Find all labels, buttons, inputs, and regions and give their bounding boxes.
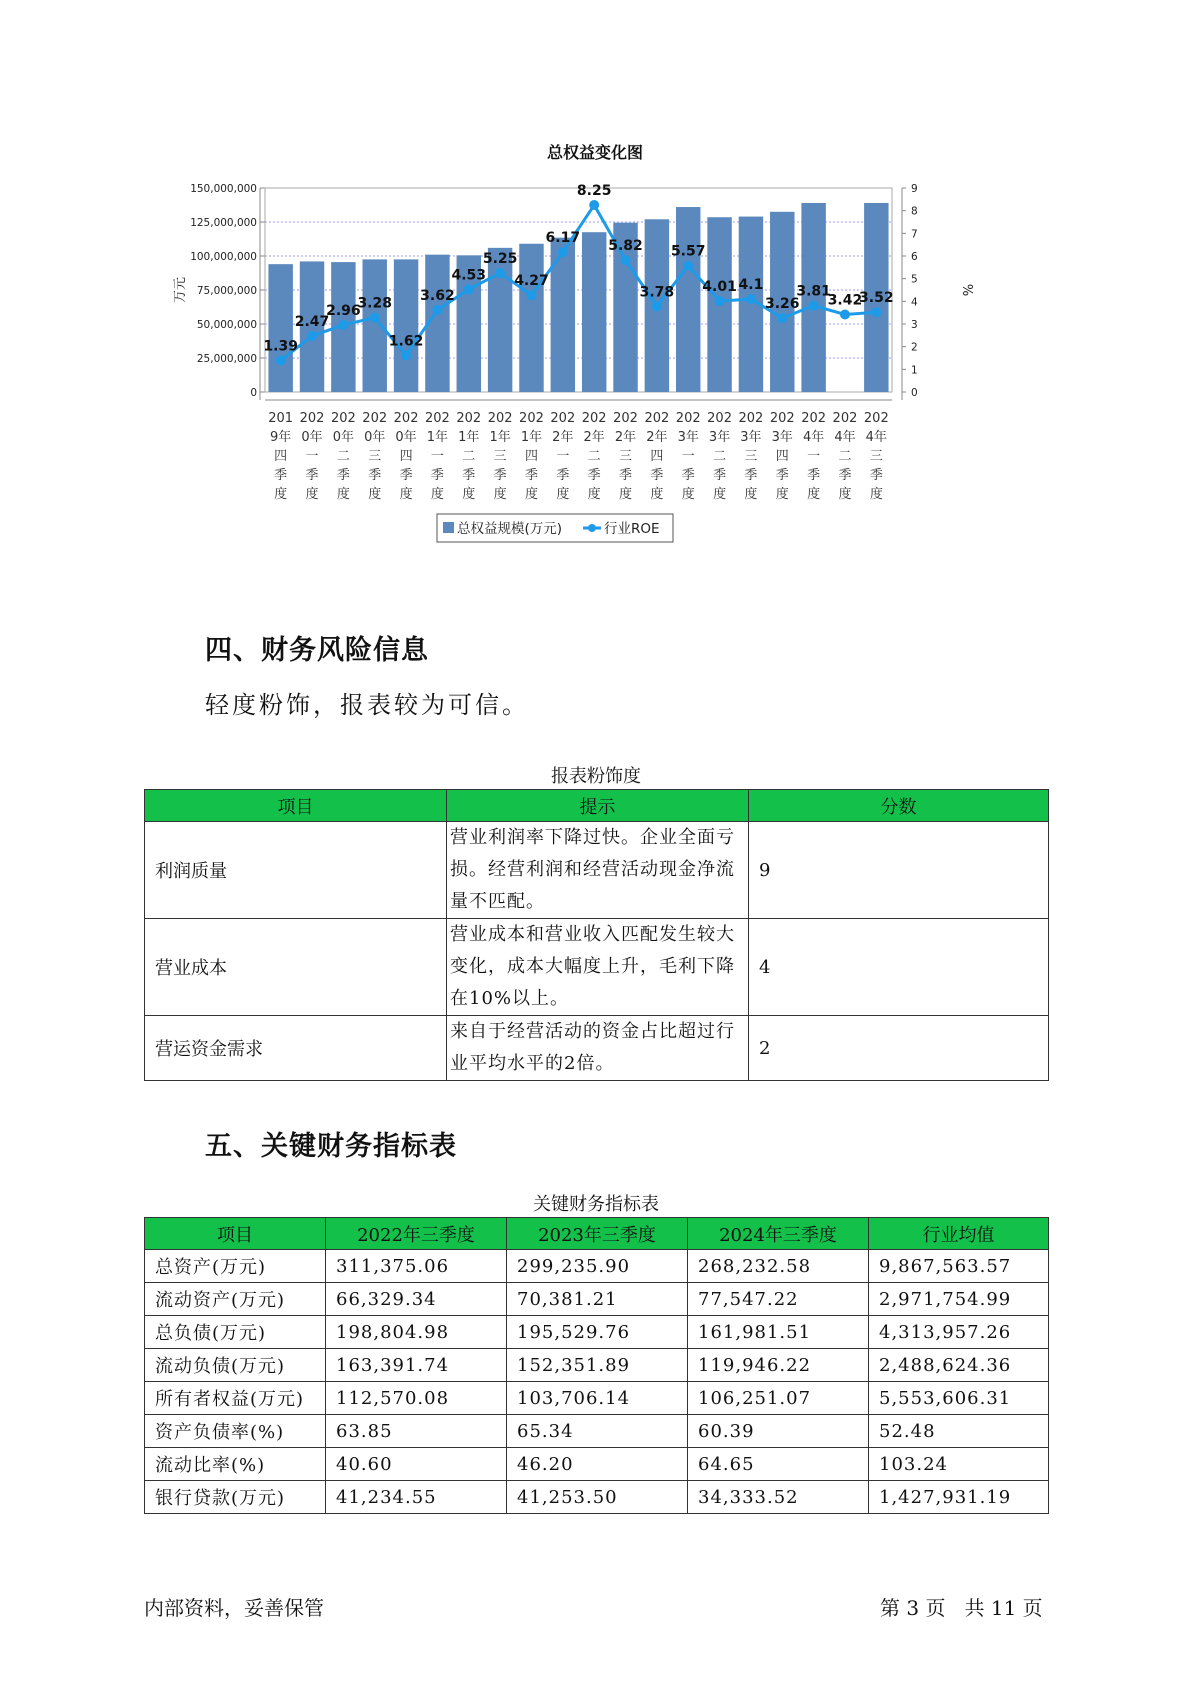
roe-point bbox=[276, 355, 286, 365]
risk-item: 营业成本 bbox=[145, 919, 447, 1016]
kpi-row bbox=[145, 1283, 1049, 1316]
kpi-value: 161,981.51 bbox=[688, 1316, 869, 1349]
kpi-item: 总资产(万元) bbox=[145, 1250, 326, 1283]
equity-bar bbox=[582, 232, 606, 392]
roe-point bbox=[621, 255, 631, 265]
kpi-value: 152,351.89 bbox=[507, 1349, 688, 1382]
x-tick-label: 202 1年一季度 bbox=[425, 411, 450, 502]
kpi-header: 行业均值 bbox=[869, 1218, 1049, 1250]
equity-bar bbox=[519, 244, 543, 392]
roe-data-label: 4.01 bbox=[702, 279, 737, 296]
section4-heading: 四、财务风险信息 bbox=[205, 635, 429, 666]
roe-data-label: 5.57 bbox=[670, 243, 706, 260]
roe-point bbox=[589, 200, 599, 210]
y-tick-label-right: 7 bbox=[911, 228, 918, 241]
roe-data-label: 1.39 bbox=[263, 338, 298, 355]
page-number: 第 3 页 共 11 页 bbox=[880, 1596, 1043, 1620]
roe-point bbox=[777, 313, 787, 323]
x-tick-label: 202 0年四季度 bbox=[393, 411, 419, 502]
kpi-value: 2,971,754.99 bbox=[869, 1283, 1049, 1316]
roe-data-label: 4.27 bbox=[514, 273, 549, 290]
roe-point bbox=[715, 296, 725, 306]
y-axis-title-right: % bbox=[959, 283, 974, 297]
kpi-header: 2024年三季度 bbox=[688, 1218, 869, 1250]
kpi-row bbox=[145, 1250, 1049, 1283]
roe-data-label: 3.42 bbox=[827, 292, 863, 309]
kpi-item: 流动比率(%) bbox=[145, 1448, 326, 1481]
risk-row bbox=[145, 1016, 1049, 1081]
kpi-value: 34,333.52 bbox=[688, 1481, 869, 1514]
risk-item: 利润质量 bbox=[145, 822, 447, 919]
roe-point bbox=[307, 331, 317, 341]
x-tick-label: 202 4年一季度 bbox=[801, 411, 827, 502]
roe-point bbox=[558, 247, 568, 257]
kpi-value: 119,946.22 bbox=[688, 1349, 869, 1382]
x-tick-label: 202 2年二季度 bbox=[581, 411, 607, 502]
x-tick-label: 202 4年二季度 bbox=[832, 411, 858, 502]
legend-swatch-point bbox=[588, 524, 596, 532]
kpi-value: 311,375.06 bbox=[326, 1250, 507, 1283]
y-tick-label-left: 0 bbox=[250, 387, 257, 399]
kpi-value: 63.85 bbox=[326, 1415, 507, 1448]
equity-chart bbox=[170, 140, 1020, 600]
kpi-value: 112,570.08 bbox=[326, 1382, 507, 1415]
kpi-value: 103,706.14 bbox=[507, 1382, 688, 1415]
section5-heading: 五、关键财务指标表 bbox=[205, 1131, 457, 1162]
risk-table-caption: 报表粉饰度 bbox=[551, 766, 641, 787]
kpi-value: 64.65 bbox=[688, 1448, 869, 1481]
roe-point bbox=[746, 294, 756, 304]
y-tick-label-right: 4 bbox=[911, 296, 918, 309]
kpi-header: 2022年三季度 bbox=[326, 1218, 507, 1250]
roe-data-label: 3.28 bbox=[357, 295, 392, 312]
kpi-item: 流动负债(万元) bbox=[145, 1349, 326, 1382]
section4-summary: 轻度粉饰，报表较为可信。 bbox=[205, 691, 529, 719]
kpi-row bbox=[145, 1349, 1049, 1382]
roe-point bbox=[683, 261, 693, 271]
roe-data-label: 3.26 bbox=[765, 296, 800, 313]
kpi-header: 项目 bbox=[145, 1218, 326, 1250]
roe-data-label: 1.62 bbox=[388, 333, 424, 350]
roe-point bbox=[338, 320, 348, 330]
roe-data-label: 4.1 bbox=[738, 277, 764, 294]
roe-data-label: 4.53 bbox=[451, 267, 487, 284]
risk-header-hint: 提示 bbox=[447, 790, 749, 822]
risk-score: 9 bbox=[749, 822, 1049, 919]
kpi-value: 52.48 bbox=[869, 1415, 1049, 1448]
roe-point bbox=[652, 301, 662, 311]
risk-table bbox=[144, 789, 1049, 1081]
kpi-value: 195,529.76 bbox=[507, 1316, 688, 1349]
kpi-value: 2,488,624.36 bbox=[869, 1349, 1049, 1382]
x-tick-label: 202 0年一季度 bbox=[299, 411, 325, 502]
kpi-value: 41,234.55 bbox=[326, 1481, 507, 1514]
kpi-value: 299,235.90 bbox=[507, 1250, 688, 1283]
kpi-row bbox=[145, 1382, 1049, 1415]
risk-row bbox=[145, 822, 1049, 919]
kpi-value: 60.39 bbox=[688, 1415, 869, 1448]
kpi-value: 268,232.58 bbox=[688, 1250, 869, 1283]
x-tick-label: 202 2年三季度 bbox=[613, 411, 638, 502]
kpi-item: 银行贷款(万元) bbox=[145, 1481, 326, 1514]
kpi-table bbox=[144, 1217, 1049, 1514]
kpi-item: 所有者权益(万元) bbox=[145, 1382, 326, 1415]
x-tick-label: 202 3年二季度 bbox=[707, 411, 732, 502]
y-tick-label-left: 25,000,000 bbox=[196, 353, 257, 365]
equity-bar bbox=[268, 264, 292, 392]
x-tick-label: 202 1年四季度 bbox=[519, 411, 544, 502]
equity-bar bbox=[394, 259, 418, 392]
risk-table-header bbox=[145, 790, 1049, 822]
x-tick-label: 202 4年三季度 bbox=[863, 411, 889, 502]
y-tick-label-right: 1 bbox=[911, 364, 918, 377]
kpi-value: 198,804.98 bbox=[326, 1316, 507, 1349]
x-tick-label: 202 1年三季度 bbox=[487, 411, 513, 502]
kpi-header: 2023年三季度 bbox=[507, 1218, 688, 1250]
kpi-table-caption: 关键财务指标表 bbox=[533, 1194, 659, 1215]
kpi-value: 163,391.74 bbox=[326, 1349, 507, 1382]
kpi-item: 资产负债率(%) bbox=[145, 1415, 326, 1448]
roe-data-label: 3.62 bbox=[420, 287, 455, 304]
roe-data-label: 3.52 bbox=[859, 290, 894, 307]
roe-point bbox=[809, 301, 819, 311]
roe-point bbox=[401, 350, 411, 360]
kpi-row bbox=[145, 1316, 1049, 1349]
kpi-value: 1,427,931.19 bbox=[869, 1481, 1049, 1514]
kpi-value: 65.34 bbox=[507, 1415, 688, 1448]
roe-data-label: 2.47 bbox=[294, 314, 330, 331]
kpi-value: 70,381.21 bbox=[507, 1283, 688, 1316]
kpi-row bbox=[145, 1415, 1049, 1448]
chart-title: 总权益变化图 bbox=[546, 143, 643, 162]
roe-point bbox=[495, 268, 505, 278]
x-tick-label: 202 0年二季度 bbox=[330, 411, 356, 502]
y-tick-label-right: 8 bbox=[911, 205, 918, 218]
y-tick-label-left: 150,000,000 bbox=[190, 183, 257, 195]
risk-row bbox=[145, 919, 1049, 1016]
y-tick-label-right: 6 bbox=[911, 251, 918, 263]
kpi-value: 66,329.34 bbox=[326, 1283, 507, 1316]
equity-bar bbox=[551, 238, 575, 392]
x-tick-label: 202 3年一季度 bbox=[675, 411, 701, 502]
kpi-value: 9,867,563.57 bbox=[869, 1250, 1049, 1283]
roe-data-label: 3.81 bbox=[796, 283, 831, 300]
kpi-table-body bbox=[145, 1250, 1049, 1514]
y-tick-label-left: 125,000,000 bbox=[190, 217, 257, 229]
roe-point bbox=[464, 284, 474, 294]
legend-swatch-bar bbox=[443, 522, 454, 533]
chart-svg bbox=[170, 140, 1020, 600]
roe-point bbox=[526, 290, 536, 300]
risk-score: 4 bbox=[749, 919, 1049, 1016]
risk-item: 营运资金需求 bbox=[145, 1016, 447, 1081]
equity-bar bbox=[676, 207, 700, 392]
legend-label-bar: 总权益规模(万元) bbox=[457, 521, 563, 537]
y-axis-title-left: 万元 bbox=[173, 276, 188, 304]
kpi-value: 106,251.07 bbox=[688, 1382, 869, 1415]
kpi-item: 流动资产(万元) bbox=[145, 1283, 326, 1316]
kpi-value: 103.24 bbox=[869, 1448, 1049, 1481]
kpi-value: 46.20 bbox=[507, 1448, 688, 1481]
roe-data-label: 6.17 bbox=[545, 230, 581, 247]
x-tick-label: 202 1年二季度 bbox=[456, 411, 482, 502]
kpi-value: 5,553,606.31 bbox=[869, 1382, 1049, 1415]
y-tick-label-left: 100,000,000 bbox=[190, 251, 257, 263]
risk-header-score: 分数 bbox=[749, 790, 1049, 822]
roe-point bbox=[370, 313, 380, 323]
legend-label-line: 行业ROE bbox=[604, 521, 660, 537]
roe-data-label: 2.96 bbox=[326, 302, 361, 319]
y-tick-label-left: 75,000,000 bbox=[196, 285, 257, 297]
risk-score: 2 bbox=[749, 1016, 1049, 1081]
x-tick-label: 201 9年四季度 bbox=[268, 411, 294, 502]
y-tick-label-right: 3 bbox=[911, 319, 918, 331]
y-tick-label-right: 0 bbox=[911, 387, 918, 399]
x-tick-label: 202 2年一季度 bbox=[550, 411, 576, 502]
x-tick-label: 202 0年三季度 bbox=[362, 411, 388, 502]
risk-hint: 营业成本和营业收入匹配发生较大变化，成本大幅度上升，毛利下降在10%以上。 bbox=[447, 919, 749, 1016]
roe-point bbox=[840, 309, 850, 319]
y-tick-label-right: 5 bbox=[911, 273, 918, 286]
x-tick-label: 202 3年四季度 bbox=[769, 411, 795, 502]
roe-point bbox=[871, 307, 881, 317]
kpi-value: 77,547.22 bbox=[688, 1283, 869, 1316]
y-tick-label-right: 2 bbox=[911, 341, 918, 354]
x-tick-label: 202 3年三季度 bbox=[738, 411, 764, 502]
kpi-value: 4,313,957.26 bbox=[869, 1316, 1049, 1349]
kpi-value: 40.60 bbox=[326, 1448, 507, 1481]
y-tick-label-left: 50,000,000 bbox=[196, 319, 257, 331]
roe-data-label: 5.82 bbox=[608, 238, 643, 255]
roe-data-label: 3.78 bbox=[639, 284, 675, 301]
risk-hint: 来自于经营活动的资金占比超过行业平均水平的2倍。 bbox=[447, 1016, 749, 1081]
kpi-item: 总负债(万元) bbox=[145, 1316, 326, 1349]
kpi-value: 41,253.50 bbox=[507, 1481, 688, 1514]
risk-hint: 营业利润率下降过快。企业全面亏损。经营利润和经营活动现金净流量不匹配。 bbox=[447, 822, 749, 919]
kpi-row bbox=[145, 1481, 1049, 1514]
x-tick-label: 202 2年四季度 bbox=[644, 411, 670, 502]
footer-note: 内部资料，妥善保管 bbox=[144, 1596, 324, 1620]
roe-point bbox=[432, 305, 442, 315]
risk-header-item: 项目 bbox=[145, 790, 447, 822]
kpi-row bbox=[145, 1448, 1049, 1481]
y-tick-label-right: 9 bbox=[911, 183, 918, 195]
roe-data-label: 5.25 bbox=[482, 251, 518, 267]
roe-data-label: 8.25 bbox=[576, 183, 612, 199]
kpi-table-header bbox=[145, 1218, 1049, 1250]
